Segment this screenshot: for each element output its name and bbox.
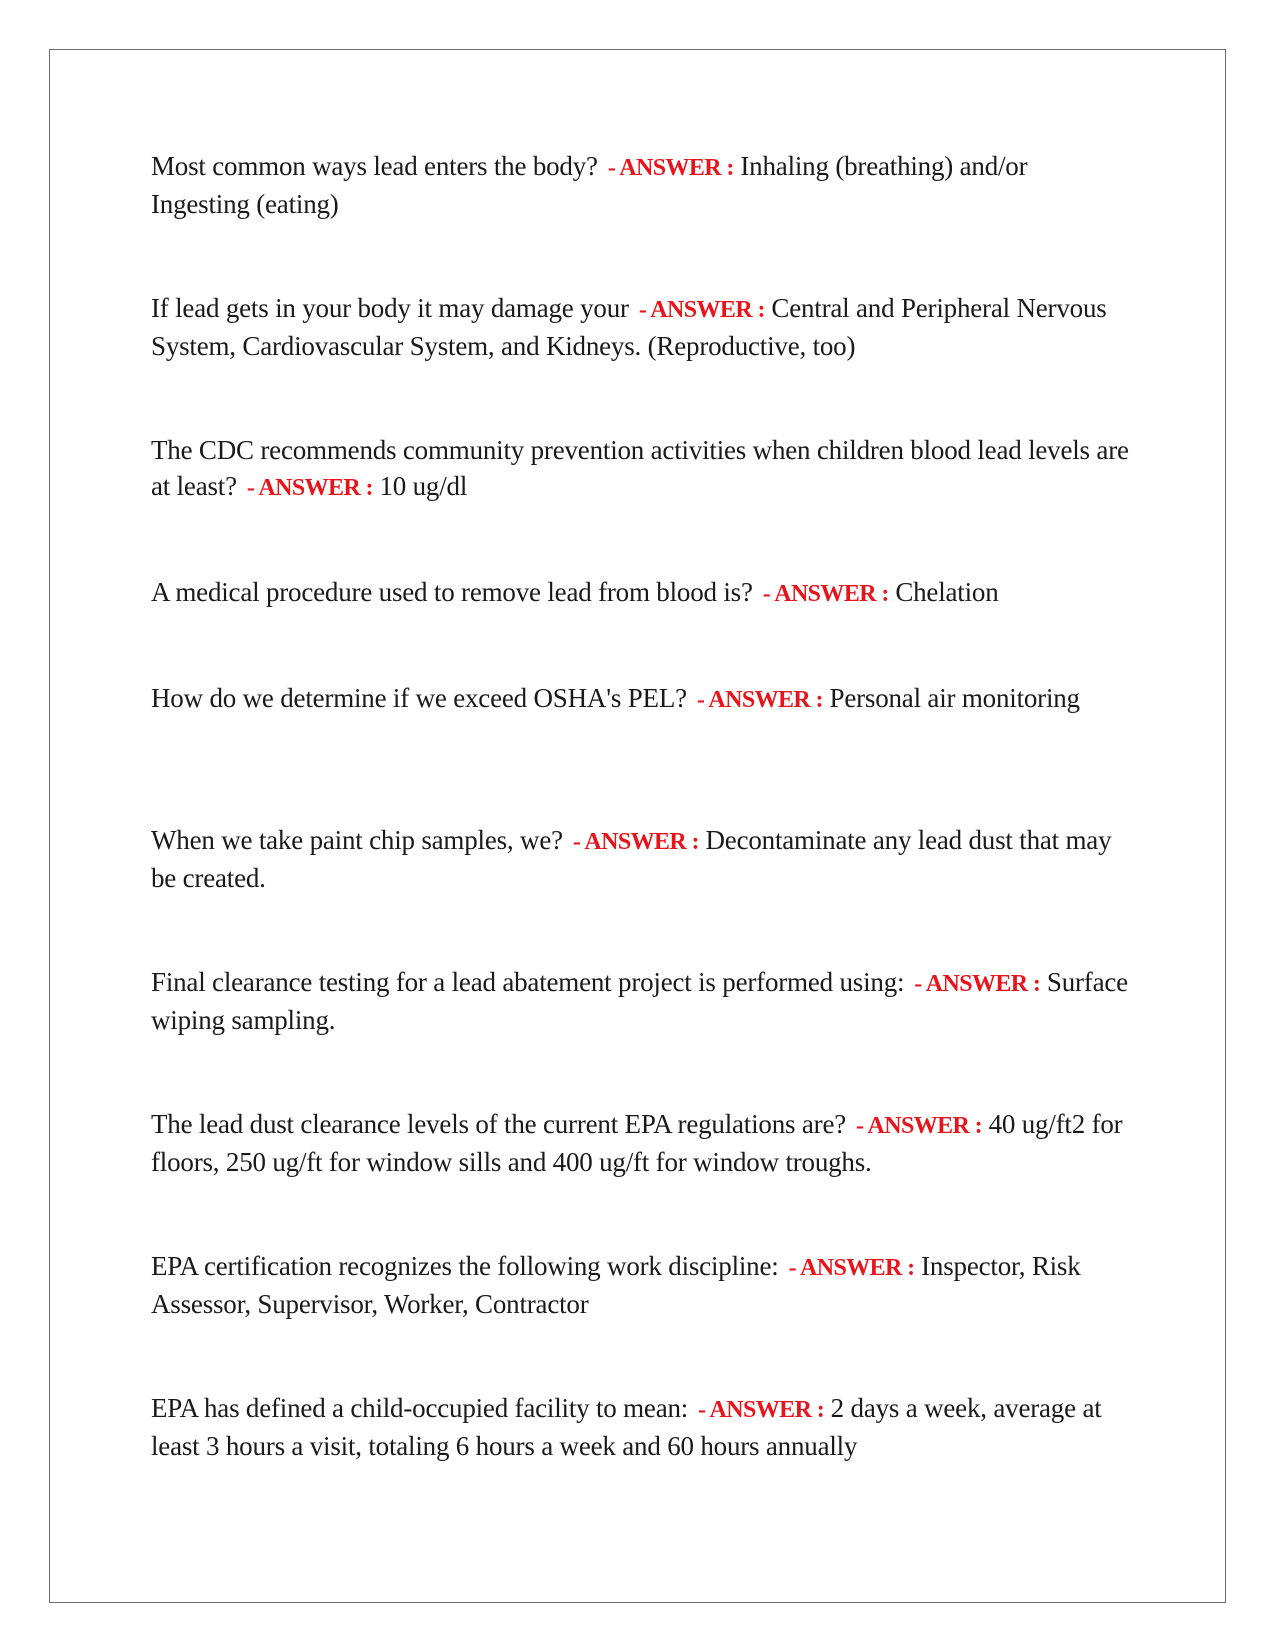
question-text: The lead dust clearance levels of the current EPA regulations are?: [151, 1109, 847, 1139]
qa-item: [151, 574, 1131, 610]
answer-text: 2 days a week, average at least 3 hours a visit, totaling 6 hours a week and 60 hours annually: [151, 1393, 1102, 1461]
qa-item: [151, 432, 1131, 504]
question-text: A medical procedure used to remove lead from blood is?: [151, 577, 753, 607]
question-text: How do we determine if we exceed OSHA's PEL?: [151, 683, 687, 713]
answer-tag: - ANSWER :: [914, 971, 1041, 997]
question-text: If lead gets in your body it may damage your: [151, 293, 629, 323]
qa-list: [151, 148, 1131, 1532]
qa-item: [151, 290, 1131, 362]
answer-tag: - ANSWER :: [607, 155, 734, 181]
answer-tag: - ANSWER :: [698, 1397, 825, 1423]
answer-text: Chelation: [895, 577, 999, 607]
qa-item: [151, 680, 1131, 752]
answer-tag: - ANSWER :: [696, 687, 823, 713]
qa-item: [151, 1106, 1131, 1178]
answer-tag: - ANSWER :: [856, 1113, 983, 1139]
question-text: EPA certification recognizes the following work discipline:: [151, 1251, 779, 1281]
qa-item: [151, 1390, 1131, 1462]
answer-text: 40 ug/ft2 for floors, 250 ug/ft for window sills and 400 ug/ft for window troughs.: [151, 1109, 1123, 1177]
answer-tag: - ANSWER :: [788, 1255, 915, 1281]
question-text: Final clearance testing for a lead abatement project is performed using:: [151, 967, 905, 997]
answer-text: Inspector, Risk Assessor, Supervisor, Worker, Contractor: [151, 1251, 1081, 1319]
question-text: The CDC recommends community prevention activities when children blood lead levels are at least?: [151, 435, 1129, 501]
answer-text: Central and Peripheral Nervous System, Cardiovascular System, and Kidneys. (Reproductive, too): [151, 293, 1107, 361]
question-text: Most common ways lead enters the body?: [151, 151, 598, 181]
qa-item: [151, 1248, 1131, 1320]
answer-text: Inhaling (breathing) and/or Ingesting (eating): [151, 151, 1028, 219]
answer-tag: - ANSWER :: [246, 475, 373, 501]
answer-text: Surface wiping sampling.: [151, 967, 1128, 1035]
answer-text: 10 ug/dl: [379, 471, 468, 501]
question-text: EPA has defined a child-occupied facility to mean:: [151, 1393, 689, 1423]
question-text: When we take paint chip samples, we?: [151, 825, 563, 855]
qa-item: [151, 964, 1131, 1036]
answer-text: Decontaminate any lead dust that may be created.: [151, 825, 1112, 893]
qa-item: [151, 822, 1131, 894]
answer-tag: - ANSWER :: [762, 581, 889, 607]
qa-item: [151, 148, 1131, 220]
answer-text: Personal air monitoring: [829, 683, 1080, 713]
answer-tag: - ANSWER :: [572, 829, 699, 855]
answer-tag: - ANSWER :: [638, 297, 765, 323]
